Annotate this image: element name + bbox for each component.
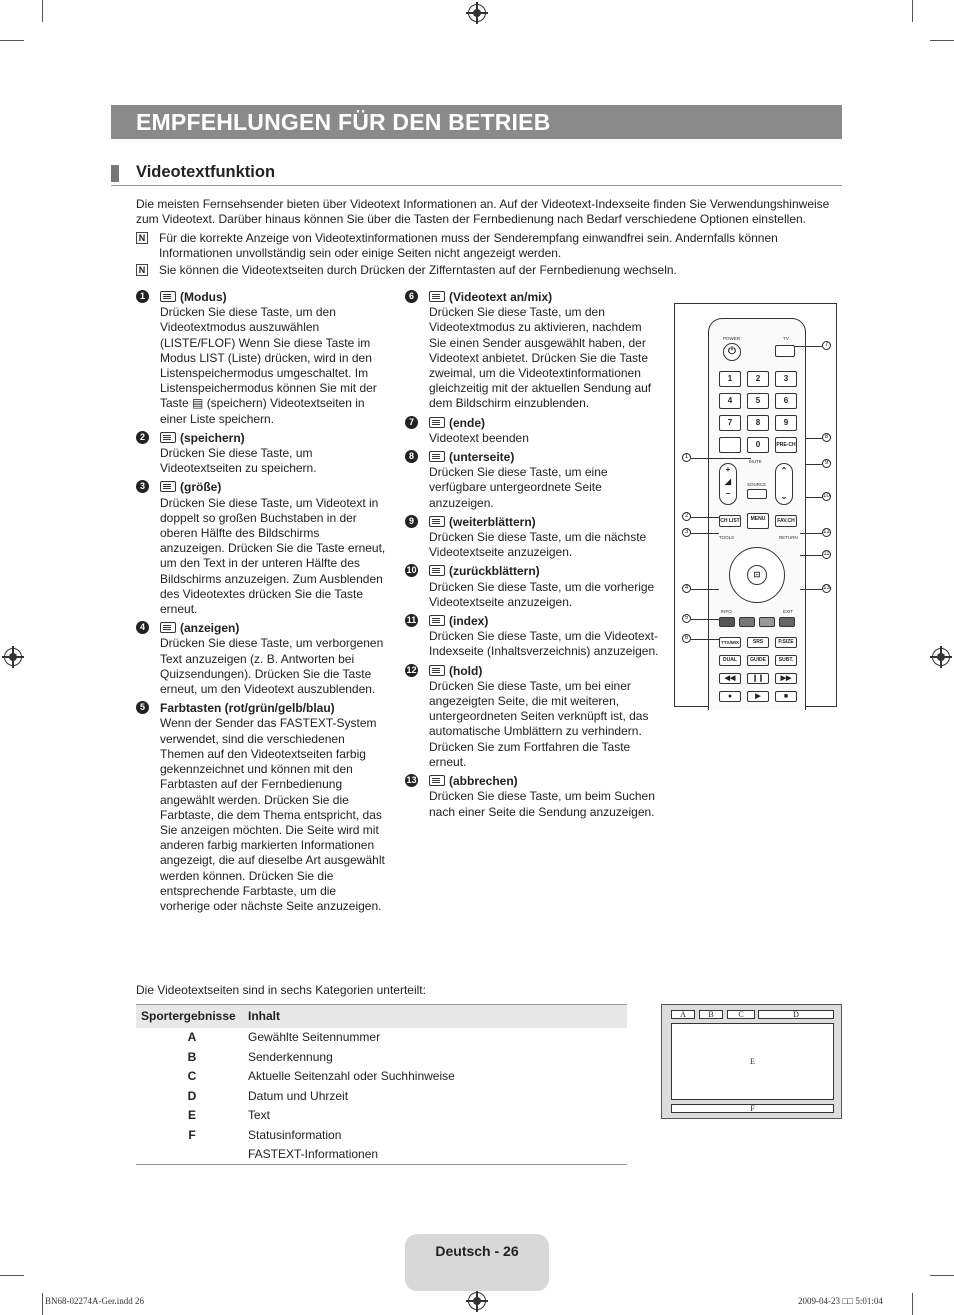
- item-body: Drücken Sie diese Taste, um die Videotext-Indexseite (Inhaltsverzeichnis) anzuzeigen.: [429, 629, 659, 659]
- item-heading: (hold): [405, 664, 660, 679]
- remote-illustration: [674, 303, 837, 707]
- note-text: Sie können die Videotextseiten durch Drücken der Zifferntasten auf der Fernbedienung wechseln.: [159, 263, 677, 277]
- digit-2: 2: [747, 371, 769, 387]
- teletext-screen-diagram: [661, 1004, 842, 1119]
- item-number: 9: [405, 515, 418, 528]
- channel-rocker: ⌃ ⌄: [775, 463, 793, 505]
- footer-date: 2009-04-23 □□ 5:01:04: [798, 1296, 883, 1306]
- page-number-badge: [405, 1234, 549, 1291]
- source-button: [747, 489, 767, 499]
- item-2: [136, 431, 386, 477]
- callout-9: 9: [822, 459, 831, 468]
- item-heading: (weiterblättern): [405, 515, 660, 530]
- crop-mark: [0, 1275, 24, 1276]
- note-1: [136, 231, 848, 262]
- callout-6: 6: [682, 634, 691, 643]
- item-number: 1: [136, 290, 149, 303]
- categories-intro: Die Videotextseiten sind in sechs Kategorien unterteilt:: [136, 983, 426, 997]
- item-number: 3: [136, 480, 149, 493]
- stop-icon: ■: [775, 691, 797, 702]
- table-row: C Aktuelle Seitenzahl oder Suchhinweise: [187, 1069, 455, 1084]
- footer-file: BN68-02274A-Ger.indd 26: [45, 1296, 144, 1306]
- fast-forward-icon: ▶▶: [775, 673, 797, 684]
- registration-mark-icon: [468, 4, 486, 22]
- index-key-icon: [429, 615, 445, 626]
- item-number: 11: [406, 615, 417, 626]
- digit-4: 4: [719, 393, 741, 409]
- enter-button: ⊡: [747, 565, 767, 585]
- item-11: [405, 614, 660, 660]
- teletext-key-icon: [160, 291, 176, 302]
- digit-1: 1: [719, 371, 741, 387]
- callout-7: 7: [822, 341, 831, 350]
- callout-2: 2: [682, 512, 691, 521]
- note-text: Für die korrekte Anzeige von Videotextinformationen muss der Senderempfang einwandfrei sein. Andernfalls können Informationen unvollständig sein oder einige Seiten nicht angezeigt werden.: [159, 231, 778, 261]
- right-column: [405, 290, 660, 824]
- callout-line: [805, 497, 822, 498]
- item-body: Wenn der Sender das FASTEXT-System verwendet, sind die verschiedenen Themen auf den Videotextseiten farbig gekennzeichnet und können mit den Farbtasten auf der Fernbedienung angewählt werden. Drücken Sie die Farbtaste, die dem Thema entspricht, das Sie anzeigen möchten. Die Seite wird mit anderen farbig markierten Informationen angezeigt, die auf dieselbe Art ausgewählt werden können. Drücken Sie die entsprechende Farbtaste, um die vorherige oder nächste Seite anzuzeigen.: [160, 716, 385, 913]
- item-body: Drücken Sie diese Taste, um die nächste Videotextseite anzuzeigen.: [429, 530, 647, 560]
- crop-mark: [42, 1293, 43, 1315]
- teletext-store-button: [719, 437, 741, 453]
- item-1: [136, 290, 386, 427]
- tv-label: TV: [783, 336, 789, 341]
- item-heading: (abbrechen): [405, 774, 660, 789]
- subpage-key-icon: [429, 451, 445, 462]
- callout-13: 13: [823, 585, 830, 591]
- item-heading: (Modus): [136, 290, 386, 305]
- item-number: 6: [405, 290, 418, 303]
- item-heading: (anzeigen): [136, 621, 386, 636]
- return-label: RETURN: [779, 535, 798, 540]
- item-body: Drücken Sie diese Taste, um beim Suchen nach einer Seite die Sendung anzuzeigen.: [429, 789, 655, 819]
- hold-key-icon: [429, 665, 445, 676]
- callout-line: [691, 589, 719, 590]
- power-icon: ⏻: [723, 343, 741, 361]
- item-8: [405, 450, 660, 511]
- srs-button: SRS: [747, 637, 769, 648]
- source-label: SOURCE: [747, 482, 767, 487]
- callout-1: 1: [682, 453, 691, 462]
- item-5: [136, 701, 386, 914]
- item-body: Drücken Sie diese Taste, um eine verfügbare untergeordnete Seite anzuzeigen.: [429, 465, 608, 510]
- store-key-icon: [160, 432, 176, 443]
- table-row: FASTEXT-Informationen: [248, 1147, 379, 1161]
- item-heading: Farbtasten (rot/grün/gelb/blau): [160, 701, 335, 716]
- field-e: E: [671, 1023, 834, 1100]
- section-header: [111, 162, 842, 186]
- page-down-key-icon: [429, 565, 445, 576]
- item-body: Drücken Sie diese Taste, um verborgenen Text anzuzeigen (z. B. Antworten bei Quizsendungen). Drücken Sie die Taste erneut, um den Videotext auszublenden.: [160, 636, 384, 697]
- size-key-icon: [160, 481, 176, 492]
- intro-paragraph: Die meisten Fernsehsender bieten über Videotext Informationen an. Auf der Videotext-Indexseite finden Sie Verwendungshinweise zum Videotext. Darüber hinaus können Sie über die Tasten der Fernbedienung nach Bedarf verschiedene Optionen einstellen.: [136, 197, 830, 227]
- item-heading: (index): [405, 614, 660, 629]
- cancel-key-icon: [429, 775, 445, 786]
- digit-8: 8: [747, 415, 769, 431]
- title-bar: [111, 105, 842, 139]
- section-marker: [111, 165, 119, 182]
- callout-line: [691, 517, 719, 518]
- note-2: [136, 263, 848, 278]
- item-body: Drücken Sie diese Taste, um bei einer angezeigten Seite, die mit weiteren, untergeordneten Seiten verknüpft ist, das automatische Umblättern zu verhindern. Drücken Sie zum Fortfahren die Taste erneut.: [429, 678, 649, 769]
- callout-3: 3: [682, 528, 691, 537]
- note-icon: N: [136, 264, 148, 276]
- mute-label: MUTE: [749, 459, 762, 464]
- digit-0: 0: [747, 437, 769, 453]
- callout-line: [805, 438, 822, 439]
- item-13: [405, 774, 660, 820]
- item-body: Drücken Sie diese Taste, um den Videotextmodus auszuwählen (LISTE/FLOF) Wenn Sie diese Taste im Modus LIST (Liste) drücken, wird in den Listenspeichermodus umgeschaltet. Im Listenspeichermodus können Sie mit der Taste ▤ (speichern) Videotextseiten in einer Liste speichern.: [160, 305, 377, 426]
- exit-key-icon: [429, 417, 445, 428]
- table-header-row: [136, 1005, 627, 1028]
- crop-mark: [912, 1293, 913, 1315]
- ttx-mix-button: TTX/MIX: [719, 637, 741, 648]
- pre-ch-button: PRE-CH: [775, 437, 797, 453]
- item-heading: (Videotext an/mix): [405, 290, 660, 305]
- callout-line: [795, 346, 822, 347]
- callout-12: 12: [823, 529, 830, 535]
- callout-line: [691, 639, 719, 640]
- rewind-icon: ◀◀: [719, 673, 741, 684]
- item-heading: (unterseite): [405, 450, 660, 465]
- callout-8: 8: [822, 433, 831, 442]
- guide-button: GUIDE: [747, 655, 769, 666]
- digit-3: 3: [775, 371, 797, 387]
- ch-list-button: CH LIST: [719, 515, 741, 527]
- tools-label: TOOLS: [719, 535, 735, 540]
- page-title: EMPFEHLUNGEN FÜR DEN BETRIEB: [136, 109, 551, 135]
- section-title: Videotextfunktion: [136, 163, 276, 181]
- field-c: C: [727, 1010, 755, 1019]
- categories-table: [136, 1004, 627, 1165]
- item-number: 12: [406, 664, 417, 675]
- callout-line: [800, 589, 822, 590]
- page-up-key-icon: [429, 516, 445, 527]
- item-12: [405, 664, 660, 770]
- table-header-value: Inhalt: [248, 1005, 627, 1028]
- callout-5: 5: [682, 614, 691, 623]
- power-label: POWER: [723, 336, 741, 341]
- table-row: E Text: [187, 1108, 271, 1123]
- table-header-key: Sportergebnisse: [136, 1005, 248, 1028]
- callout-4: 4: [682, 584, 691, 593]
- field-f: F: [671, 1104, 834, 1113]
- item-body: Videotext beenden: [429, 430, 529, 445]
- item-10: [405, 564, 660, 610]
- field-d: D: [758, 1010, 834, 1019]
- teletext-on-icon: [429, 291, 445, 302]
- callout-line: [691, 458, 751, 459]
- item-heading: (speichern): [136, 431, 386, 446]
- callout-11: 11: [823, 551, 830, 557]
- callout-10: 10: [823, 493, 830, 499]
- left-column: [136, 290, 386, 918]
- item-9: [405, 515, 660, 561]
- item-number: 5: [136, 701, 149, 714]
- info-label: INFO: [721, 609, 732, 614]
- exit-label: EXIT: [783, 609, 794, 614]
- item-7: [405, 416, 660, 446]
- reveal-key-icon: [160, 622, 176, 633]
- yellow-button: [759, 617, 775, 627]
- item-number: 4: [136, 621, 149, 634]
- item-number: 10: [406, 565, 417, 576]
- item-body: Drücken Sie diese Taste, um Videotextseiten zu speichern.: [160, 446, 317, 476]
- item-number: 8: [405, 450, 418, 463]
- field-a: A: [671, 1010, 695, 1019]
- item-4: [136, 621, 386, 697]
- digit-7: 7: [719, 415, 741, 431]
- fav-ch-button: FAV.CH: [775, 515, 797, 527]
- subt-button: SUBT.: [775, 655, 797, 666]
- item-number: 13: [406, 775, 417, 786]
- crop-mark: [42, 0, 43, 22]
- blue-button: [779, 617, 795, 627]
- table-row: A Gewählte Seitennummer: [187, 1030, 381, 1045]
- pause-icon: ❙❙: [747, 673, 769, 684]
- record-icon: ●: [719, 691, 741, 702]
- registration-mark-icon: [932, 648, 950, 666]
- table-row: D Datum und Uhrzeit: [187, 1088, 349, 1103]
- callout-line: [691, 619, 719, 620]
- green-button: [739, 617, 755, 627]
- digit-5: 5: [747, 393, 769, 409]
- item-body: Drücken Sie diese Taste, um den Videotextmodus zu aktivieren, nachdem Sie einen Sender ausgewählt haben, der Videotext anbietet. Drücken Sie die Taste zweimal, um die Videotextinformationen gleichzeitig mit der aktuellen Sendung auf dem Bildschirm einzublenden.: [429, 305, 652, 411]
- registration-mark-icon: [468, 1292, 486, 1310]
- table-row: F Statusinformation: [188, 1127, 342, 1142]
- item-body: Drücken Sie diese Taste, um die vorherige Videotextseite anzuzeigen.: [429, 579, 655, 609]
- remote-control: [708, 318, 806, 710]
- item-heading: (zurückblättern): [405, 564, 660, 579]
- page-number: Deutsch - 26: [435, 1243, 519, 1259]
- digit-6: 6: [775, 393, 797, 409]
- field-b: B: [699, 1010, 723, 1019]
- crop-mark: [0, 40, 24, 41]
- item-heading: (ende): [405, 416, 660, 431]
- red-button: [719, 617, 735, 627]
- play-icon: ▶: [747, 691, 769, 702]
- digit-9: 9: [775, 415, 797, 431]
- menu-button: MENU: [747, 513, 769, 529]
- item-6: [405, 290, 660, 412]
- callout-line: [691, 533, 719, 534]
- crop-mark: [930, 1275, 954, 1276]
- item-3: [136, 480, 386, 617]
- crop-mark: [930, 40, 954, 41]
- callout-line: [800, 555, 822, 556]
- item-number: 7: [405, 416, 418, 429]
- dual-button: DUAL: [719, 655, 741, 666]
- note-icon: N: [136, 232, 148, 244]
- callout-line: [800, 533, 822, 534]
- item-heading: (größe): [136, 480, 386, 495]
- registration-mark-icon: [4, 648, 22, 666]
- item-number: 2: [136, 431, 149, 444]
- item-body: Drücken Sie diese Taste, um Videotext in doppelt so großen Buchstaben in der oberen Hälfte des Bildschirms anzuzeigen. Drücken Sie die Taste erneut, um den Text in der unteren Hälfte des Bildschirms anzuzeigen. Zum Ausblenden des Videotextes drücken Sie die Taste erneut.: [160, 495, 386, 617]
- table-row: B Senderkennung: [187, 1049, 333, 1064]
- volume-rocker: + ◢ −: [719, 463, 737, 505]
- tv-button: [775, 345, 795, 357]
- callout-line: [805, 464, 822, 465]
- p-size-button: P.SIZE: [775, 637, 797, 648]
- crop-mark: [912, 0, 913, 22]
